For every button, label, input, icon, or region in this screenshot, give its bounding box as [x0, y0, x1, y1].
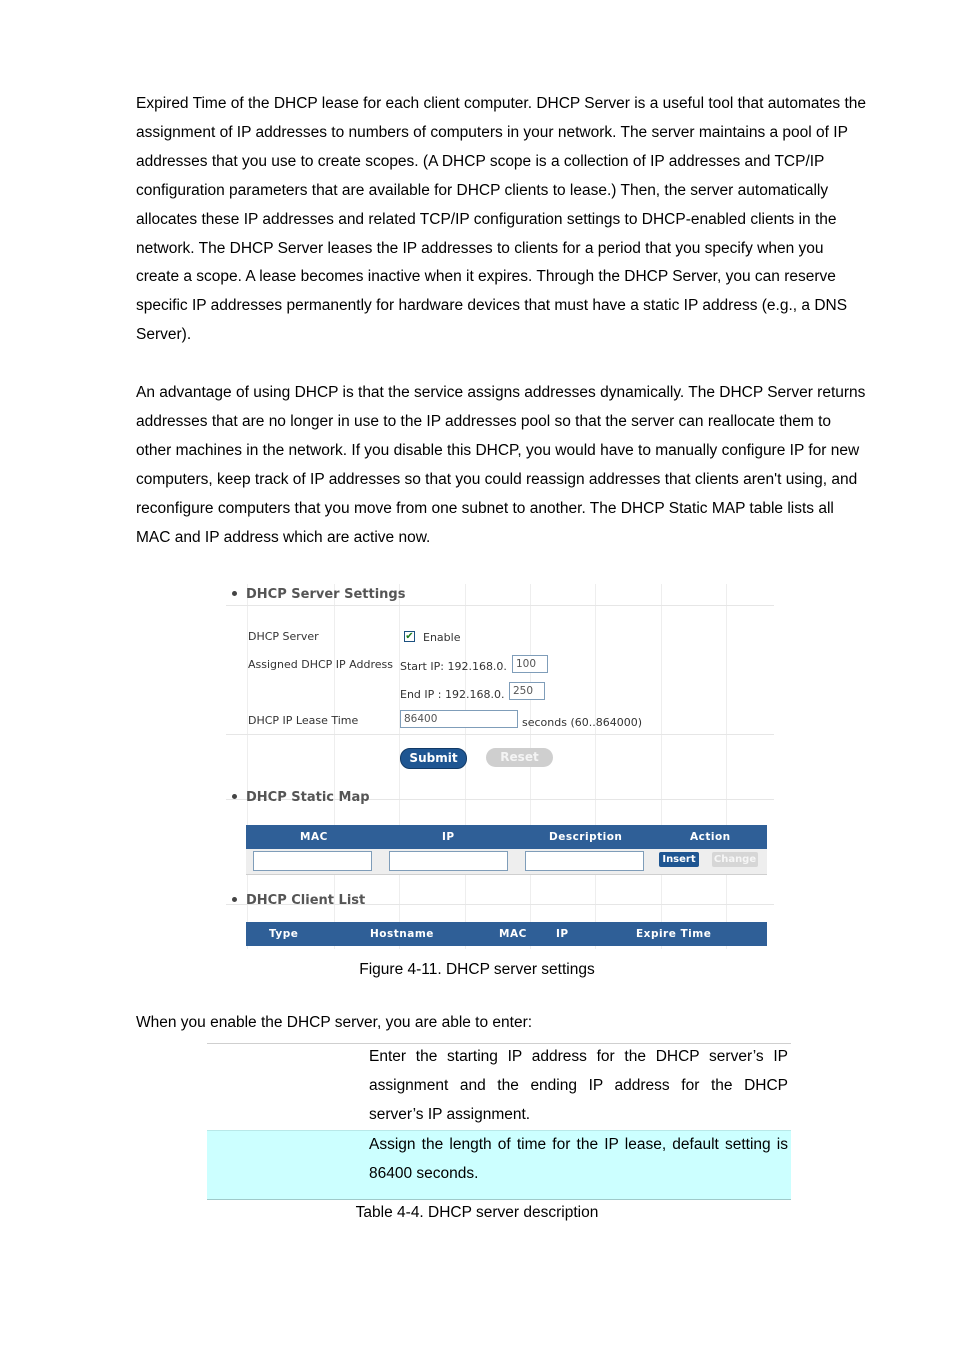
- col-client-mac: MAC: [499, 928, 527, 940]
- col-ip: IP: [442, 831, 455, 843]
- col-client-ip: IP: [556, 928, 569, 940]
- start-ip-label: Start IP: 192.168.0.: [400, 660, 507, 673]
- dhcp-server-label: DHCP Server: [248, 630, 319, 643]
- intro-text: When you enable the DHCP server, you are able to enter:: [136, 1014, 533, 1031]
- table-row: [207, 1043, 791, 1130]
- col-action: Action: [690, 831, 731, 843]
- static-map-title: DHCP Static Map: [226, 790, 370, 805]
- col-hostname: Hostname: [370, 928, 434, 940]
- row-description: Assign the length of time for the IP lease, default setting is 86400 seconds.: [369, 1136, 788, 1182]
- col-type: Type: [269, 928, 299, 940]
- lease-time-label: DHCP IP Lease Time: [248, 714, 359, 727]
- client-list-header: [246, 922, 767, 946]
- end-ip-label: End IP : 192.168.0.: [400, 688, 505, 701]
- ip-input[interactable]: [389, 851, 508, 871]
- start-ip-input[interactable]: 100: [512, 655, 548, 673]
- reset-button[interactable]: Reset: [486, 748, 553, 767]
- body-paragraph-2: An advantage of using DHCP is that the service assigns addresses dynamically. The DHCP Server returns addresses that are no longer in use to the IP addresses pool so that the server can reallocate them to other machines in the network. If you disable this DHCP, you would have to manually configure IP for new computers, keep track of IP addresses so that you could reassign addresses that clients aren't using, and reconfigure computers that you move from one subnet to another. The DHCP Static MAP table lists all MAC and IP address which are active now.: [136, 384, 866, 546]
- body-paragraph-1: Expired Time of the DHCP lease for each client computer. DHCP Server is a useful tool that automates the assignment of IP addresses to numbers of computers in your network. The server maintains a pool of IP addresses that you use to create scopes. (A DHCP scope is a collection of IP addresses and TCP/IP configuration parameters that are available for DHCP clients to lease.) Then, the server automatically allocates these IP addresses and related TCP/IP configuration settings to DHCP-enabled clients in the network. The DHCP Server leases the IP addresses to clients for a period that you specify when you create a scope. A lease becomes inactive when it expires. Through the DHCP Server, you can reserve specific IP addresses permanently for hardware devices that must have a static IP address (e.g., a DNS Server).: [136, 95, 867, 344]
- description-input[interactable]: [525, 851, 644, 871]
- lease-time-hint: seconds (60..864000): [522, 716, 643, 729]
- mac-input[interactable]: [253, 851, 372, 871]
- bullet-icon: [232, 897, 237, 902]
- assigned-ip-label: Assigned DHCP IP Address: [248, 658, 393, 671]
- col-description: Description: [549, 831, 623, 843]
- change-button[interactable]: Change: [713, 854, 757, 865]
- client-list-title: DHCP Client List: [226, 893, 365, 908]
- insert-button[interactable]: Insert: [659, 852, 699, 867]
- static-map-input-row: [246, 849, 767, 875]
- submit-button[interactable]: Submit: [400, 748, 467, 769]
- bullet-icon: [232, 591, 237, 596]
- static-map-header: [246, 825, 767, 849]
- enable-checkbox[interactable]: ✔: [405, 631, 414, 642]
- figure-caption: Figure 4-11. DHCP server settings: [359, 961, 595, 978]
- enable-label: Enable: [423, 631, 461, 644]
- end-ip-input[interactable]: 250: [509, 682, 545, 700]
- bullet-icon: [232, 794, 237, 799]
- dhcp-settings-figure: [226, 584, 774, 949]
- row-description: Enter the starting IP address for the DHCP server’s IP assignment and the ending IP address for the DHCP server’s IP assignment.: [369, 1048, 788, 1123]
- server-settings-title: DHCP Server Settings: [226, 587, 405, 602]
- table-row: [207, 1130, 791, 1200]
- col-mac: MAC: [300, 831, 328, 843]
- lease-time-input[interactable]: 86400: [400, 710, 518, 728]
- col-expire-time: Expire Time: [636, 928, 712, 940]
- table-caption: Table 4-4. DHCP server description: [355, 1204, 599, 1221]
